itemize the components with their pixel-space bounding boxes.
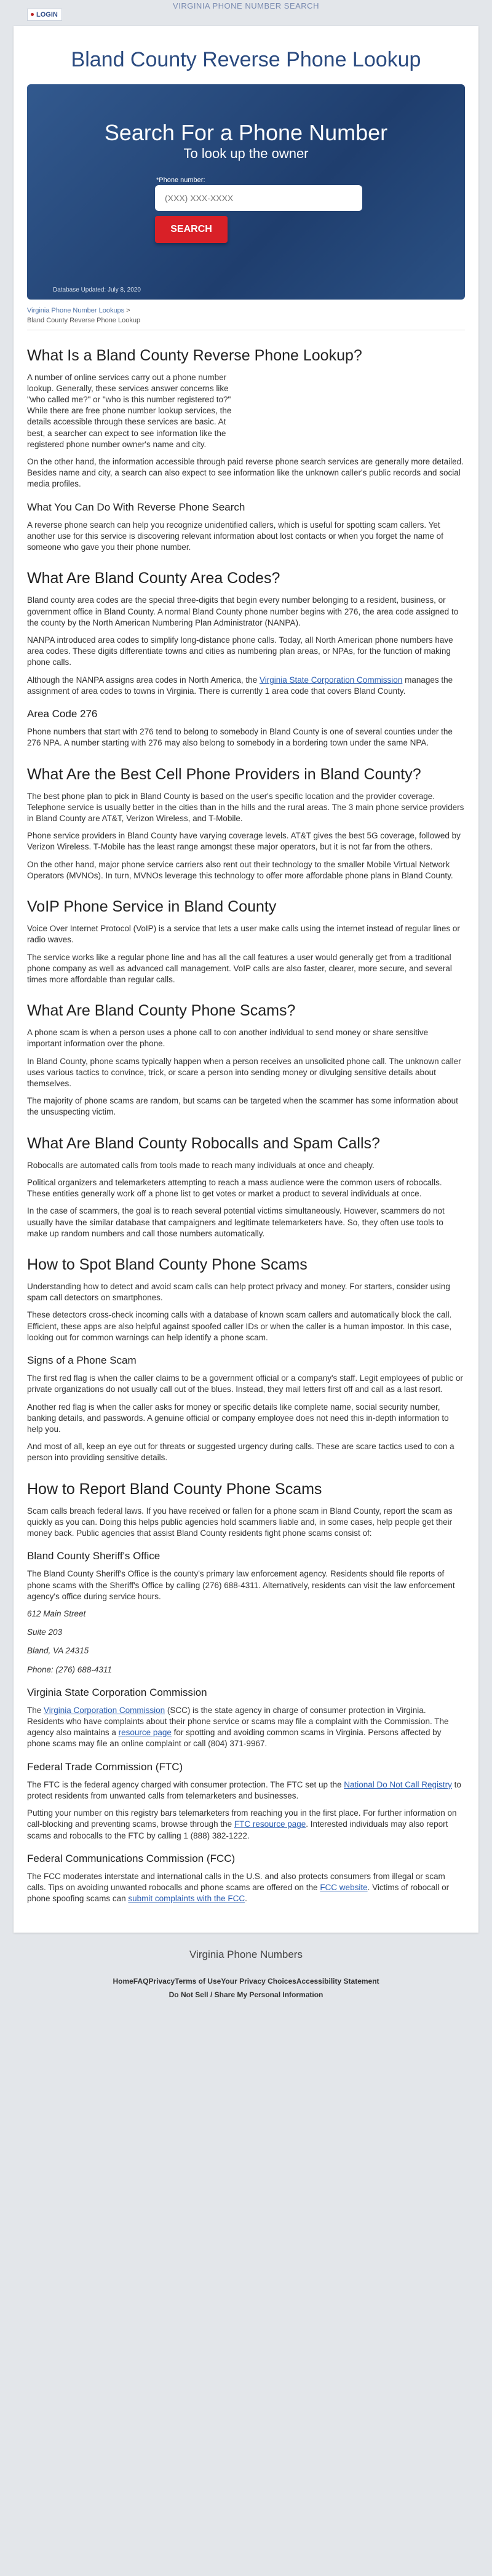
phone-input[interactable] (155, 185, 362, 211)
scc-commission-link[interactable]: Virginia Corporation Commission (44, 1705, 165, 1715)
address-line: Suite 203 (27, 1628, 63, 1637)
section-title-robocalls: What Are Bland County Robocalls and Spam Calls? (27, 1134, 380, 1152)
breadcrumb-parent-link[interactable]: Virginia Phone Number Lookups (27, 306, 125, 314)
paragraph: In the case of scammers, the goal is to reach several potential victims simultaneously. However, scammers do not usually have the similar database that campaigners and legitimate telemarketers have. So, they often use tools to make up random numbers and call those numbers automatically. (27, 1206, 445, 1238)
paragraph: Phone service providers in Bland County have varying coverage levels. AT&T gives the best 5G coverage, followed by Verizon Wireless. T-Mobile has the least range amongst these major operators, but it is not far from the others. (27, 831, 461, 852)
paragraph: The best phone plan to pick in Bland County is based on the user's specific location and the provider coverage. Telephone service is usually better in the cities than in the hills and the rural areas. The 3 main phone service providers in Bland County are AT&T, Verizon Wireless, and T-Mobile. (27, 791, 464, 823)
paragraph: Scam calls breach federal laws. If you have received or fallen for a phone scam in Bland County, report the scam as quickly as you can. Doing this helps public agencies hold scammers liable and, in some cases, help people get their money back. Public agencies that assist Bland County residents fight phone scams consist of: (27, 1506, 453, 1538)
paragraph: On the other hand, major phone service carriers also rent out their technology to the smaller Mobile Virtual Network Operators (MVNOs). In turn, MVNOs leverage this technology to offer more affordable phone plans in Bland County. (27, 859, 453, 880)
scc-link[interactable]: Virginia State Corporation Commission (259, 675, 403, 685)
main-card (14, 26, 478, 1933)
text: . Victims of robocall or phone spoofing scams can (27, 1883, 450, 1904)
address-phone: Phone: (276) 688-4311 (27, 1664, 112, 1674)
subsection-title: Federal Communications Commission (FCC) (27, 1852, 236, 1864)
subsection-title: Virginia State Corporation Commission (27, 1686, 207, 1698)
breadcrumb (27, 306, 465, 330)
footer-link-terms[interactable]: Terms of Use (175, 1977, 221, 1986)
footer (0, 1933, 492, 2017)
site-title[interactable]: VIRGINIA PHONE NUMBER SEARCH (173, 1, 319, 10)
paragraph (27, 1779, 465, 1802)
paragraph: Bland county area codes are the special three-digits that begin every number belonging to a resident, business, or government office in Bland County. A normal Bland County phone number begins with 276, the area code assigned to the county by the North American Numbering Plan Administrator (NANPA). (27, 595, 459, 627)
search-hero (27, 84, 465, 300)
paragraph (27, 1705, 465, 1750)
footer-link-home[interactable]: Home (113, 1977, 133, 1986)
ftc-resource-link[interactable]: FTC resource page (234, 1819, 306, 1829)
do-not-call-link[interactable]: National Do Not Call Registry (344, 1779, 452, 1789)
footer-title: Virginia Phone Numbers (189, 1949, 303, 1961)
subsection-title: Area Code 276 (27, 708, 98, 720)
text: manages the assignment of area codes to towns in Virginia. There is currently 1 area code that covers Bland County. (27, 675, 453, 696)
section-title-scams: What Are Bland County Phone Scams? (27, 1002, 296, 1020)
paragraph: And most of all, keep an eye out for threats or suggested urgency during calls. These are scare tactics used to con a person into providing sensitive details. (27, 1442, 454, 1463)
search-button[interactable]: SEARCH (155, 216, 228, 243)
footer-link-do-not-sell[interactable]: Do Not Sell / Share My Personal Information (169, 1990, 323, 2000)
footer-link-privacy[interactable]: Privacy (148, 1977, 175, 1986)
paragraph: Robocalls are automated calls from tools made to reach many individuals at once and cheaply. (27, 1160, 375, 1170)
paragraph: Understanding how to detect and avoid scam calls can help protect privacy and money. For starters, consider using spam call detectors on smartphones. (27, 1282, 450, 1303)
address-line: 612 Main Street (27, 1608, 86, 1618)
subsection-title: Federal Trade Commission (FTC) (27, 1760, 183, 1773)
hero-subtitle: To look up the owner (183, 145, 309, 161)
paragraph: A reverse phone search can help you recognize unidentified callers, which is useful for spotting scam callers. Yet another use for this service is discovering relevant information about lost contacts or when you forget the name of someone who gave you their phone number. (27, 520, 443, 552)
footer-link-faq[interactable]: FAQ (133, 1977, 149, 1986)
subsection-title: What You Can Do With Reverse Phone Search (27, 501, 245, 513)
text: The FCC moderates interstate and international calls in the U.S. and also protects consumers from illegal or scam calls. Tips on avoiding unwanted robocalls and phone scams are offered on the (27, 1871, 445, 1892)
footer-link-accessibility[interactable]: Accessibility Statement (296, 1977, 379, 1986)
footer-link-privacy-choices[interactable]: Your Privacy Choices (221, 1977, 296, 1986)
sheriff-address (27, 1608, 465, 1676)
paragraph: The majority of phone scams are random, but scams can be targeted when the scammer has some information about the unsuspecting victim. (27, 1096, 458, 1117)
text: . (245, 1894, 247, 1904)
fcc-website-link[interactable]: FCC website (320, 1883, 368, 1892)
paragraph: These detectors cross-check incoming calls with a database of known scam callers and automatically block the call. Efficient, these apps are also helpful against spoofed caller IDs or when the caller is a human impostor. In this case, looking out for common warnings can help identify a phone scam. (27, 1310, 452, 1342)
paragraph: Political organizers and telemarketers attempting to reach a mass audience were the common users of robocalls. These entities generally work off a phone list to get votes or market a product to several individuals at once. (27, 1177, 442, 1199)
section-title-voip: VoIP Phone Service in Bland County (27, 898, 277, 916)
section-title-report: How to Report Bland County Phone Scams (27, 1480, 322, 1498)
footer-links (0, 1977, 492, 1986)
text: The (27, 1705, 44, 1715)
subsection-title: Bland County Sheriff's Office (27, 1550, 161, 1562)
text: . Interested individuals may also report scams and robocalls to the FTC by calling 1 (888) 382-1222. (27, 1819, 448, 1840)
paragraph (27, 1871, 465, 1905)
login-label: LOGIN (36, 11, 58, 18)
paragraph (27, 675, 465, 697)
login-icon (31, 13, 34, 16)
text: to protect residents from unwanted calls from telemarketers and businesses. (27, 1779, 461, 1800)
breadcrumb-separator: > (126, 306, 130, 314)
text: (SCC) is the state agency in charge of consumer protection in Virginia. Residents who have complaints about their phone service or scams may file a complaint with the Commission. The agency also maintains a (27, 1705, 449, 1738)
page-title: Bland County Reverse Phone Lookup (71, 48, 421, 71)
top-bar (0, 0, 492, 38)
paragraph: A phone scam is when a person uses a phone call to con another individual to send money or share sensitive important information over the phone. (27, 1028, 429, 1049)
paragraph: Another red flag is when the caller asks for money or specific details like complete name, social security number, banking details, and passwords. A genuine official or company employee does not need this in-depth information to help you. (27, 1402, 449, 1434)
scc-resource-link[interactable]: resource page (118, 1728, 172, 1738)
paragraph: Voice Over Internet Protocol (VoIP) is a service that lets a user make calls using the internet instead of regular lines or radio waves. (27, 924, 460, 945)
paragraph: Phone numbers that start with 276 tend to belong to somebody in Bland County is one of several counties under the 276 NPA. A number starting with 276 may also belong to somebody in a bordering town under the same NPA. (27, 727, 453, 748)
paragraph: The service works like a regular phone line and has all the call features a user would generally get from a traditional phone company as well as advanced call management. VoIP calls are also faster, clearer, more secure, and several times more affordable than regular calls. (27, 952, 452, 984)
fcc-complaint-link[interactable]: submit complaints with the FCC (128, 1894, 245, 1904)
paragraph: The first red flag is when the caller claims to be a government official or a company's staff. Legit employees of public or private organizations do not usually call out of the blues. Instead, they mail letters first off and call as a last resort. (27, 1373, 463, 1394)
section-title-area-codes: What Are Bland County Area Codes? (27, 570, 280, 587)
text: The FTC is the federal agency charged with consumer protection. The FTC set up the (27, 1779, 344, 1789)
paragraph: NANPA introduced area codes to simplify long-distance phone calls. Today, all North American phone numbers have area codes. These digits differentiate towns and cities as numbering plan areas, or NPAs, for the function of making phone calls. (27, 635, 453, 667)
section-title-providers: What Are the Best Cell Phone Providers in Bland County? (27, 765, 421, 783)
paragraph (27, 1808, 465, 1842)
text: Putting your number on this registry bars telemarketers from reaching you in the first place. For further information on call-blocking and preventing scams, browse through the (27, 1808, 457, 1829)
paragraph: In Bland County, phone scams typically happen when a person receives an unsolicited phone call. The unknown caller uses various tactics to convince, trick, or scare a person into sending money or divulging sensitive details about themselves. (27, 1056, 461, 1089)
text: for spotting and avoiding common scams in Virginia. Persons affected by phone scams may file an online complaint or call (804) 371-9967. (27, 1728, 442, 1749)
address-line: Bland, VA 24315 (27, 1646, 89, 1656)
database-updated: Database Updated: July 8, 2020 (53, 286, 141, 293)
subsection-title: Signs of a Phone Scam (27, 1354, 137, 1367)
section-title-what-is: What Is a Bland County Reverse Phone Lookup? (27, 346, 362, 364)
paragraph: On the other hand, the information accessible through paid reverse phone search services are generally more detailed. Besides name and city, a search can also expect to see information like the unknown caller's public records and social media profiles. (27, 457, 464, 489)
login-button[interactable] (27, 9, 62, 21)
paragraph: The Bland County Sheriff's Office is the county's primary law enforcement agency. Residents should file reports of phone scams with the Sheriff's Office by calling (276) 688-4311. Alternatively, residents can visit the law enforcement agency's office during service hours. (27, 1569, 455, 1601)
breadcrumb-current: Bland County Reverse Phone Lookup (27, 317, 141, 324)
phone-label: *Phone number: (156, 176, 205, 184)
text: Although the NANPA assigns area codes in North America, the (27, 675, 260, 685)
hero-title: Search For a Phone Number (104, 119, 388, 145)
section-title-spot-scams: How to Spot Bland County Phone Scams (27, 1256, 308, 1273)
paragraph: A number of online services carry out a phone number lookup. Generally, these services answer concerns like "who called me?" or "who is this number registered to?" While there are free phone number lookup services, the details accessible through these services are basic. At best, a searcher can expect to see information like the registered phone number owner's name and city. (27, 372, 232, 449)
